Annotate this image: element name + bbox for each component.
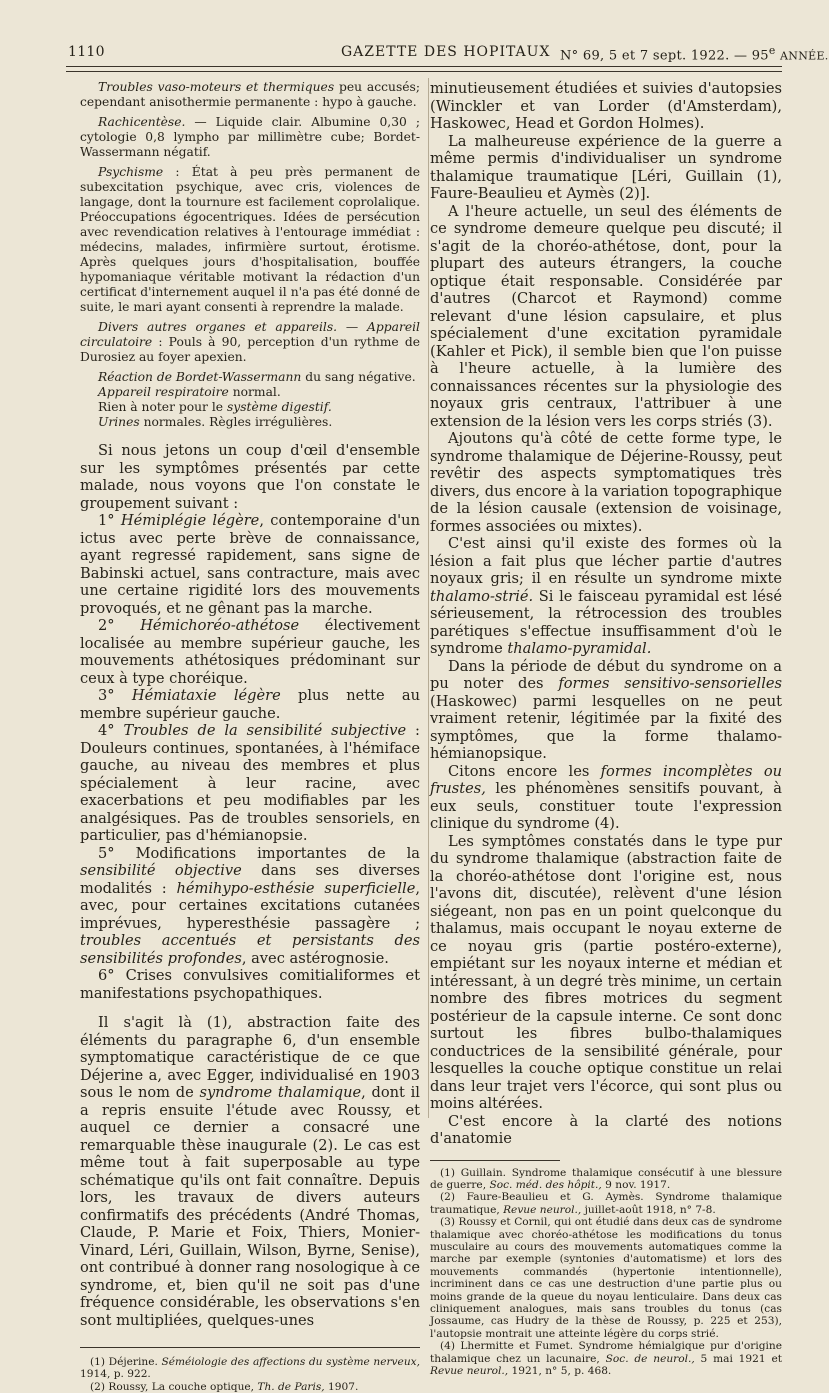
label: thalamo-pyramidal. bbox=[507, 640, 652, 657]
label: Psychisme bbox=[98, 165, 164, 179]
num: 1° bbox=[98, 512, 121, 529]
text: (1) Guillain. Syndrome thalamique consécutif à une blessure de guerre, bbox=[430, 1166, 782, 1191]
label: thalamo-strié. bbox=[430, 587, 534, 605]
label: Hémiplégie légère bbox=[120, 512, 260, 529]
paragraph bbox=[80, 320, 420, 365]
issue-main: N° 69, 5 et 7 sept. 1922. — 95 bbox=[560, 48, 769, 64]
text: juillet-août 1918, n° 7-8. bbox=[581, 1203, 716, 1216]
text: normales. Règles irrégulières. bbox=[139, 415, 333, 429]
column-divider bbox=[428, 78, 429, 1118]
discussion bbox=[80, 442, 420, 1329]
label: Rachicentèse. bbox=[98, 115, 186, 129]
issue-year: ANNÉE. bbox=[780, 49, 829, 63]
text: les phénomènes sensitifs pouvant, à eux seuls, constituer toute l'expression clinique du syndrome (4). bbox=[430, 780, 782, 832]
paragraph: C'est encore à la clarté des notions d'anatomie bbox=[430, 1112, 782, 1147]
discussion-continued bbox=[430, 80, 782, 1148]
text: , avec, pour certaines excitations cutanées imprévues, hyperesthésie passagère ; bbox=[80, 879, 420, 932]
paragraph bbox=[80, 687, 420, 722]
label: Troubles de la sensibilité subjective bbox=[123, 722, 407, 739]
paragraph: La malheureuse expérience de la guerre a même permis d'individualiser un syndrome thalamique traumatique [Léri, Guillain (1), Faure-Beaulieu et Aymès (2)]. bbox=[430, 132, 782, 202]
footnote bbox=[430, 1191, 782, 1216]
footnotes bbox=[80, 1356, 420, 1393]
text: 9 nov. 1917. bbox=[601, 1178, 671, 1191]
paragraph: 6° Crises convulsives comitialiformes et manifestations psychopathiques. bbox=[80, 967, 420, 1002]
paragraph bbox=[80, 385, 420, 400]
text: (2) Faure-Beaulieu et G. Aymès. Syndrome thalamique traumatique, bbox=[430, 1191, 782, 1216]
text: (Haskowec) parmi lesquelles on ne peut vraiment retenir, légitimée par la fixité des symptômes, que la forme thalamo-hémianopsique. bbox=[430, 692, 782, 762]
text: Dans la période de début du syndrome on a pu noter des bbox=[430, 657, 782, 692]
footnote bbox=[430, 1340, 782, 1377]
label: Hémichoréo-athétose bbox=[140, 617, 300, 634]
case-report bbox=[80, 80, 420, 430]
paragraph bbox=[80, 415, 420, 430]
text: Si le faisceau pyramidal est lésé sérieusement, la rétrocession des troubles parétiques s'effectue insuffisamment d'où le syndrome bbox=[430, 587, 782, 657]
label: système digestif. bbox=[226, 400, 332, 414]
paragraph bbox=[430, 658, 782, 763]
paragraph: Si nous jetons un coup d'œil d'ensemble sur les symptômes présentés par cette malade, nous voyons que l'on constate le groupement suivant : bbox=[80, 442, 420, 512]
text: , dont il a repris ensuite l'étude avec Roussy, et auquel ce dernier a consacré une remarquable thèse inaugurale (2). Le cas est même tout à fait superposable au type schématique qu'ils ont fait connaître. Depuis lors, les travaux de divers auteurs confirmatifs des précédents (André Thomas, Claude, P. Marie et Foix, Thiers, Monier-Vinard, Léri, Guillain, Wilson, Byrne, Senise), ont contribué à donner rang nosologique à ce syndrome, et, bien qu'il ne soit pas d'une fréquence considérable, les observations s'en sont multipliées, quelques-unes bbox=[80, 1084, 420, 1329]
text: : Pouls à 90, perception d'un rythme de Durosiez au foyer apexien. bbox=[80, 335, 420, 364]
footnote: (3) Roussy et Cornil, qui ont étudié dans deux cas de syndrome thalamique avec choréo-athétose les modifications du tonus musculaire au cours des mouvements automatiques comme la marche par exemple (syntonies d'automatisme) et lors des mouvements commandés (hypertonie intentionnelle), incriminent dans ce cas une destruction d'une partie plus ou moins grande de la queue du noyau lenticulaire. Dans deux cas cliniquement analogues, mais sans troubles du tonus (cas Jossaume, cas Hudry de la thèse de Roussy, p. 225 et 253), l'autopsie montrait une atteinte légère du corps strié. bbox=[430, 1216, 782, 1340]
right-column bbox=[430, 80, 782, 1377]
text: électivement localisée au membre supérieur gauche, les mouvements athétosiques prédominant sur ceux à type choréique. bbox=[80, 617, 420, 687]
footnote-rule bbox=[80, 1347, 420, 1348]
paragraph bbox=[80, 165, 420, 315]
text: Il s'agit là (1), abstraction faite des éléments du paragraphe 6, d'un ensemble symptomatique caractéristique de ce que Déjerine a, avec Egger, individualisé en 1903 sous le nom de bbox=[80, 1014, 420, 1101]
text: normal. bbox=[228, 385, 281, 399]
footnote bbox=[80, 1381, 420, 1393]
text: , avec astérognosie. bbox=[241, 949, 389, 967]
paragraph: Les symptômes constatés dans le type pur du syndrome thalamique (abstraction faite de la choréo-athétose dont l'origine est, nous l'avons dit, discutée), relèvent d'une lésion siégeant, non pas en un point quelconque du thalamus, mais occupant le noyau externe de ce noyau gris (partie postéro-externe), empiétant sur les noyaux interne et médian et intéressant, à un degré très minime, un certain nombre des fibres motrices du segment postérieur de la capsule interne. Ce sont donc surtout les fibres bulbo-thalamiques conductrices de la sensibilité générale, pour lesquelles la couche optique constitue un relai dans leur trajet vers l'écorce, qui sont plus ou moins altérées. bbox=[430, 832, 782, 1112]
paragraph bbox=[80, 400, 420, 415]
text: — Liquide clair. Albumine 0,30 ; cytologie 0,8 lympho par millimètre cube; Bordet-Wassermann négatif. bbox=[80, 115, 420, 159]
paragraph: minutieusement étudiées et suivies d'autopsies (Winckler et van Lorder (d'Amsterdam), Haskowec, Head et Gordon Holmes). bbox=[430, 80, 782, 132]
issue-sup: e bbox=[768, 44, 776, 57]
num: 3° bbox=[98, 687, 132, 704]
num: 4° bbox=[98, 722, 124, 739]
left-column bbox=[80, 80, 420, 1393]
text: Modifications importantes de la bbox=[135, 844, 420, 862]
label: troubles accentués et persistants des sensibilités profondes bbox=[80, 932, 420, 967]
header-rule-thin bbox=[66, 71, 782, 72]
paragraph bbox=[80, 80, 420, 110]
paragraph bbox=[80, 115, 420, 160]
label: Soc. de neurol., bbox=[605, 1352, 695, 1365]
label: formes sensitivo-sensorielles bbox=[558, 675, 782, 692]
text: (2) Roussy, La couche optique, bbox=[90, 1380, 258, 1393]
footnote-rule bbox=[430, 1160, 560, 1161]
paragraph bbox=[80, 617, 420, 687]
text: C'est ainsi qu'il existe des formes où la lésion a fait plus que lécher partie d'autres noyaux gris; il en résulte un syndrome mixte bbox=[430, 535, 782, 587]
paragraph bbox=[430, 763, 782, 833]
text: 1921, n° 5, p. 468. bbox=[508, 1365, 612, 1377]
paragraph: Ajoutons qu'à côté de cette forme type, le syndrome thalamique de Déjerine-Roussy, peut revêtir des aspects symptomatiques très divers, dus encore à la variation topographique de la lésion causale (extension de voisinage, formes associées ou mixtes). bbox=[430, 430, 782, 535]
paragraph bbox=[80, 512, 420, 617]
label: Revue neurol., bbox=[503, 1203, 582, 1216]
label: syndrome thalamique bbox=[199, 1084, 362, 1101]
footnote bbox=[430, 1167, 782, 1192]
paragraph bbox=[430, 535, 782, 658]
paragraph bbox=[80, 722, 420, 845]
text: Rien à noter pour le bbox=[98, 400, 227, 414]
label: Th. de Paris, bbox=[257, 1380, 325, 1393]
footnotes bbox=[430, 1167, 782, 1378]
text: Citons encore les bbox=[448, 762, 601, 780]
label: Revue neurol., bbox=[430, 1365, 509, 1377]
paragraph: A l'heure actuelle, un seul des éléments de ce syndrome demeure quelque peu discuté; il s'agit de la choréo-athétose, dont, pour la plupart des auteurs étrangers, la couche optique était responsable. Considérée par d'autres (Charcot et Raymond) comme relevant d'une lésion capsulaire, et plus spécialement d'une excitation pyramidale (Kahler et Pick), il semble bien que l'on puisse à l'heure actuelle, à la lumière des connaissances récentes sur la physiologie des noyaux gris centraux, l'attribuer à une extension de la lésion vers les corps striés (3). bbox=[430, 202, 782, 430]
footnote bbox=[80, 1356, 420, 1381]
label: Divers autres organes et appareils. — Appareil circulatoire bbox=[80, 320, 420, 349]
label: sensibilité objective bbox=[80, 862, 242, 879]
text: 5 mai 1921 et bbox=[694, 1352, 782, 1365]
paragraph bbox=[80, 1014, 420, 1329]
page-number: 1110 bbox=[68, 44, 105, 60]
num: 2° bbox=[98, 617, 141, 634]
issue-info bbox=[560, 44, 829, 64]
label: Séméiologie des affections du système nerveux, bbox=[161, 1356, 420, 1368]
label: Urines bbox=[98, 415, 140, 429]
text: 1907. bbox=[324, 1380, 359, 1393]
text: (1) Déjerine. bbox=[90, 1356, 162, 1368]
text: : État à peu près permanent de subexcitation psychique, avec cris, violences de langage, dont la tournure est facilement coprolalique. Préoccupations égocentriques. Idées de persécution avec revendication relatives à l'entourage immédiat : médecins, malades, infirmière surtout, érotisme. Après quelques jours d'hospitalisation, bouffée hypomaniaque véritable motivant la rédaction d'un certificat d'internement auquel il n'a pas été donné de suite, le mari ayant consenti à reprendre la malade. bbox=[80, 165, 420, 314]
text: : Douleurs continues, spontanées, à l'hémiface gauche, au niveau des membres et plus spécialement à leur racine, avec exacerbations et peu modifiables par les analgésiques. Pas de troubles sensoriels, en particulier, pas d'hémianopsie. bbox=[80, 722, 420, 844]
label: Appareil respiratoire bbox=[98, 385, 229, 399]
label: Réaction de Bordet-Wassermann bbox=[98, 370, 302, 384]
text: du sang négative. bbox=[301, 370, 416, 384]
header-rule bbox=[66, 66, 782, 67]
journal-title: GAZETTE DES HOPITAUX bbox=[341, 44, 551, 60]
text: (4) Lhermitte et Fumet. Syndrome hémialgique pur d'origine thalamique chez un lacunaire, bbox=[430, 1340, 782, 1365]
paragraph bbox=[80, 845, 420, 968]
text: 1914, p. 922. bbox=[80, 1368, 151, 1381]
text: dans ses diverses modalités : bbox=[80, 862, 420, 897]
label: hémihypo-esthésie superficielle bbox=[176, 879, 416, 897]
text: , contemporaine d'un ictus avec perte brève de connaissance, ayant regressé rapidement, sans signe de Babinski actuel, sans contracture, mais avec une certaine rigidité lors des mouvements provoqués, et ne gênant pas la marche. bbox=[80, 512, 420, 617]
text: plus nette au membre supérieur gauche. bbox=[80, 687, 420, 722]
text: peu accusés; cependant anisothermie permanente : hypo à gauche. bbox=[80, 80, 420, 109]
label: Soc. méd. des hôpit., bbox=[489, 1178, 602, 1191]
label: Hémiataxie légère bbox=[131, 687, 281, 704]
paragraph bbox=[80, 370, 420, 385]
num: 5° bbox=[98, 844, 136, 862]
label: Troubles vaso-moteurs et thermiques bbox=[98, 80, 335, 94]
label: formes incomplètes ou frustes, bbox=[430, 762, 782, 797]
